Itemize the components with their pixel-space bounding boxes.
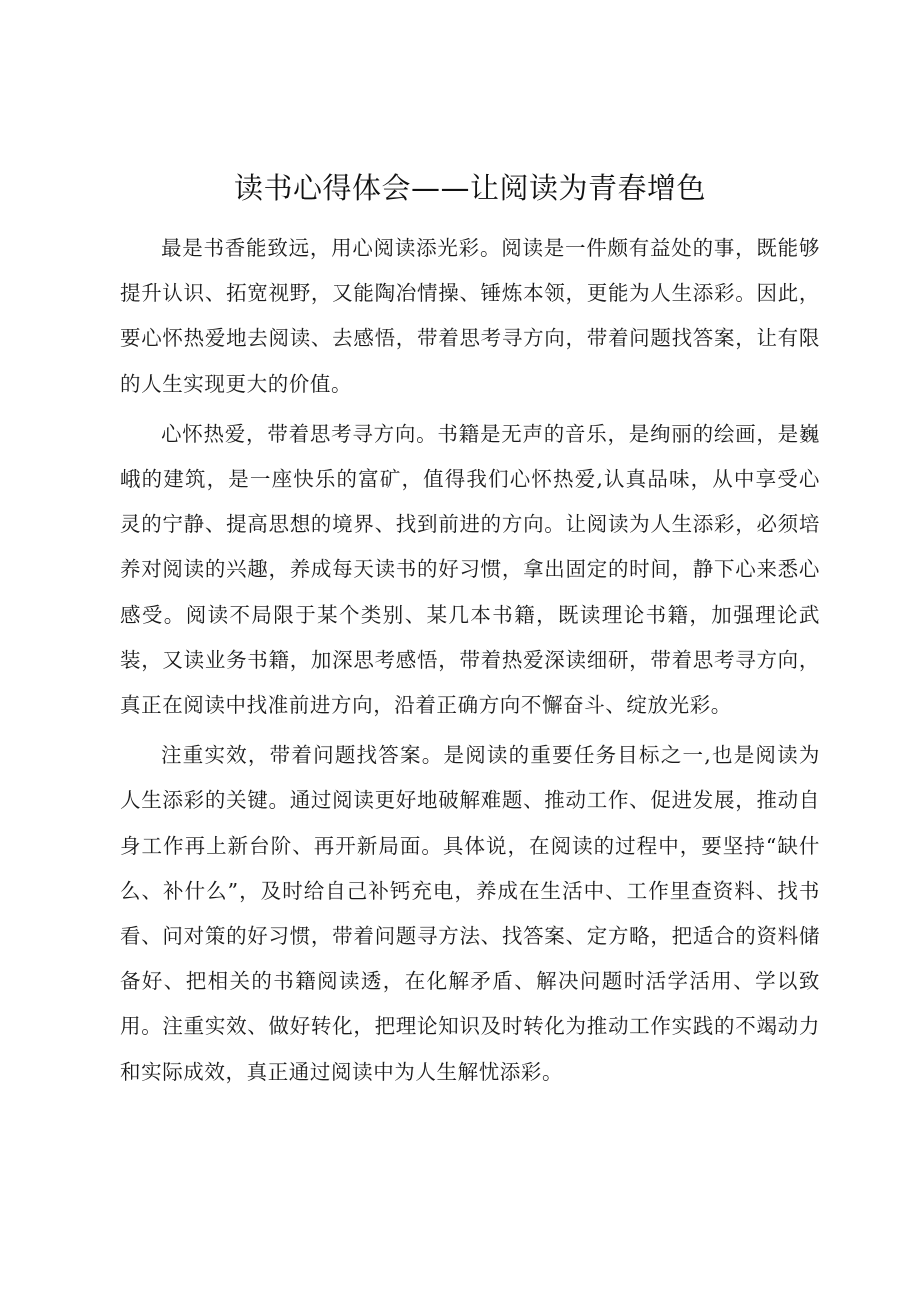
paragraph-direction: 心怀热爱，带着思考寻方向。书籍是无声的音乐，是绚丽的绘画，是巍峨的建筑，是一座快乐的富矿，值得我们心怀热爱,认真品味，从中享受心灵的宁静、提高思想的境界、找到前进的方向。让阅读为人生添彩，必须培养对阅读的兴趣，养成每天读书的好习惯，拿出固定的时间，静下心来悉心感受。阅读不局限于某个类别、某几本书籍，既读理论书籍，加强理论武装，又读业务书籍，加深思考感悟，带着热爱深读细研，带着思考寻方向，真正在阅读中找准前进方向，沿着正确方向不懈奋斗、绽放光彩。	[120, 421, 820, 718]
paragraph-practical-results: 注重实效，带着问题找答案。是阅读的重要任务目标之一,也是阅读为人生添彩的关键。通过阅读更好地破解难题、推动工作、促进发展，推动自身工作再上新台阶、再开新局面。具体说，在阅读的过程中，要坚持“缺什么、补什么”，及时给自己补钙充电，养成在生活中、工作里查资料、找书看、问对策的好习惯，带着问题寻方法、找答案、定方略，把适合的资料储备好、把相关的书籍阅读透，在化解矛盾、解决问题时活学活用、学以致用。注重实效、做好转化，把理论知识及时转化为推动工作实践的不竭动力和实际成效，真正通过阅读中为人生解忧添彩。	[120, 743, 820, 1084]
document-title: 读书心得体会——让阅读为青春增色	[233, 171, 706, 205]
document-page	[120, 150, 820, 1095]
paragraph-intro: 最是书香能致远，用心阅读添光彩。阅读是一件颇有益处的事，既能够提升认识、拓宽视野，又能陶冶情操、锤炼本领，更能为人生添彩。因此，要心怀热爱地去阅读、去感悟，带着思考寻方向，带着问题找答案，让有限的人生实现更大的价值。	[120, 236, 820, 396]
